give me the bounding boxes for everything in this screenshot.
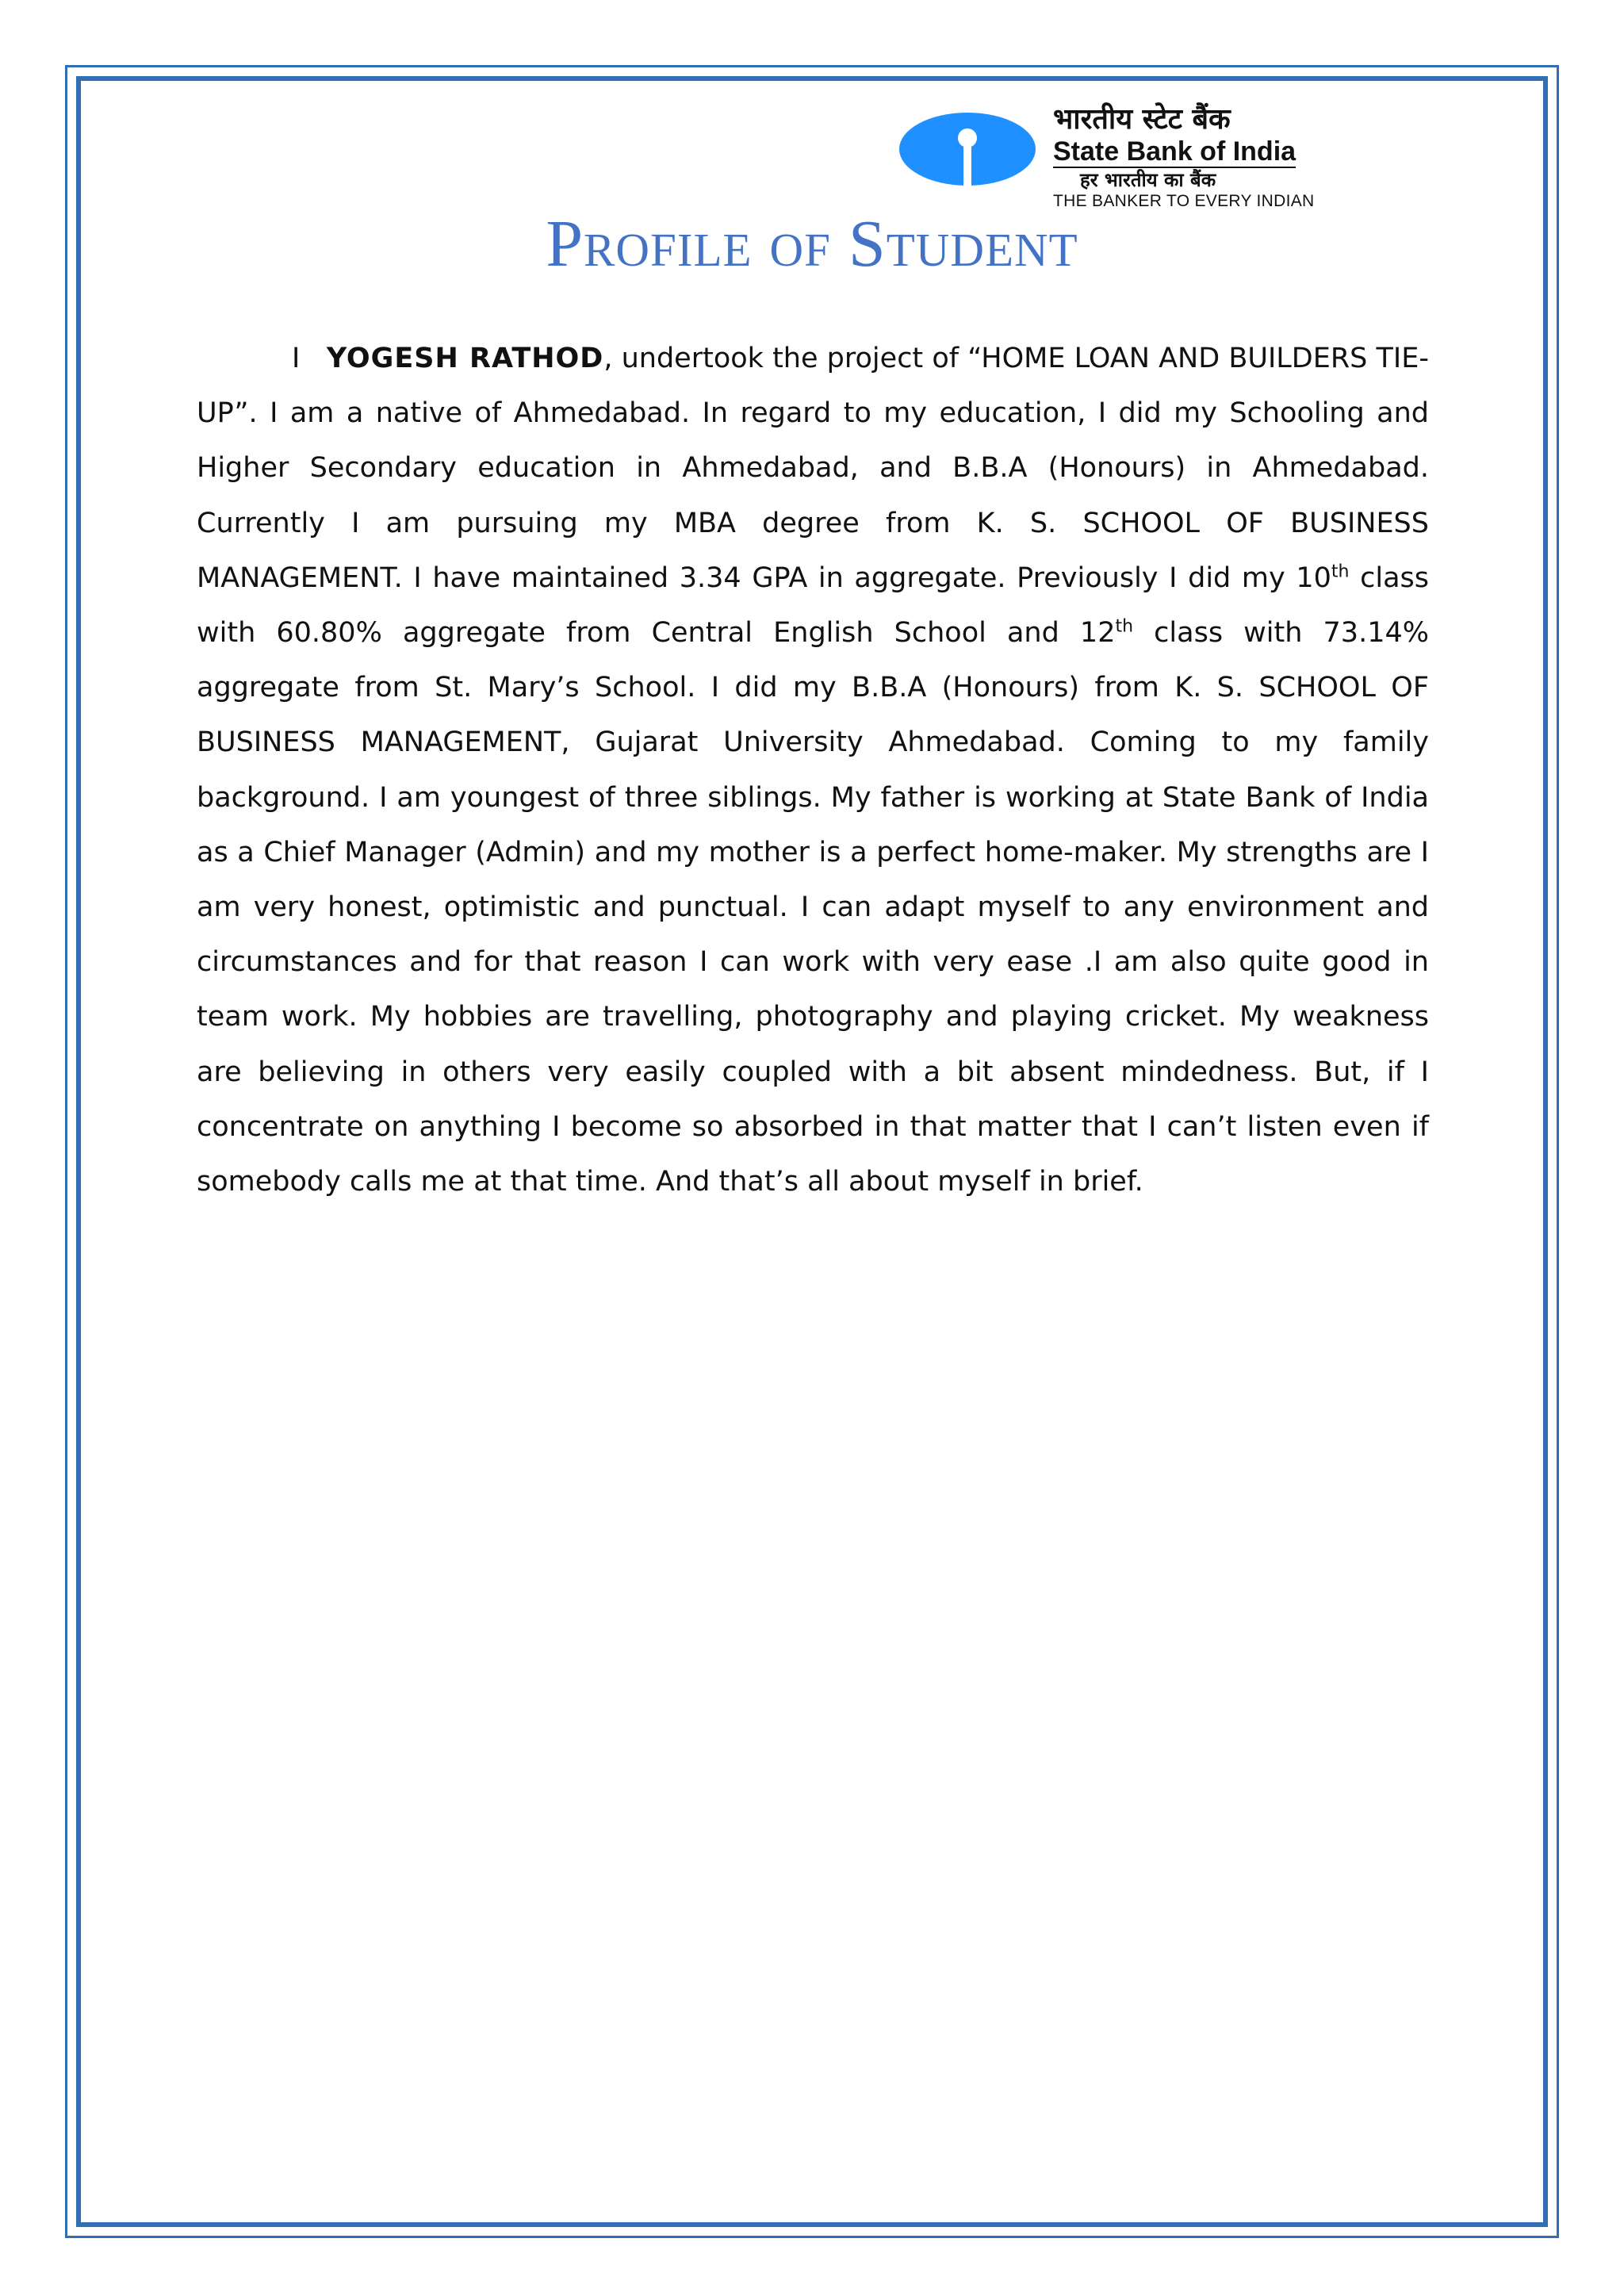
paragraph-text-2: class with 60.80% aggregate from Central English School and 12: [197, 562, 1429, 650]
lead-pronoun: I: [292, 343, 301, 374]
sbi-logo: [896, 103, 1419, 210]
sbi-logo-text: [1053, 103, 1418, 211]
superscript-th-1: th: [1331, 562, 1350, 582]
paragraph-text-3: class with 73.14% aggregate from St. Mary’s School. I did my B.B.A (Honours) from K. S. SCHOOL OF BUSINESS MANAGEMENT, Gujarat University Ahmedabad. Coming to my family background. I am youngest of three siblings. My father is working at State Bank of India as a Chief Manager (Admin) and my mother is a perfect home-maker. My strengths are I am very honest, optimistic and punctual. I can adapt myself to any environment and circumstances and for that reason I can work with very ease .I am also quite good in team work. My hobbies are travelling, photography and playing cricket. My weakness are believing in others very easily coupled with a bit absent mindedness. But, if I concentrate on anything I become so absorbed in that matter that I can’t listen even if somebody calls me at that time. And that’s all about myself in brief.: [197, 617, 1429, 1198]
logo-hindi-tagline: हर भारतीय का बैंक: [1080, 169, 1216, 191]
page-title: Profile of Student: [546, 207, 1078, 281]
superscript-th-2: th: [1115, 616, 1134, 637]
sbi-logo-icon: [896, 109, 1039, 189]
logo-hindi-name: भारतीय स्टेट बैंक: [1053, 103, 1231, 136]
paragraph-text-1: , undertook the project of “HOME LOAN AND BUILDERS TIE-UP”. I am a native of Ahmedabad. In regard to my education, I did my Schooling and Higher Secondary education in Ahmedabad, and B.B.A (Honours) in Ahmedabad. Currently I am pursuing my MBA degree from K. S. SCHOOL OF BUSINESS MANAGEMENT. I have maintained 3.34 GPA in aggregate. Previously I did my 10: [197, 343, 1429, 594]
student-name: YOGESH RATHOD: [326, 343, 604, 374]
profile-paragraph: [197, 332, 1429, 1209]
logo-english-name: State Bank of India: [1053, 136, 1297, 167]
logo-tagline: THE BANKER TO EVERY INDIAN: [1053, 192, 1315, 210]
